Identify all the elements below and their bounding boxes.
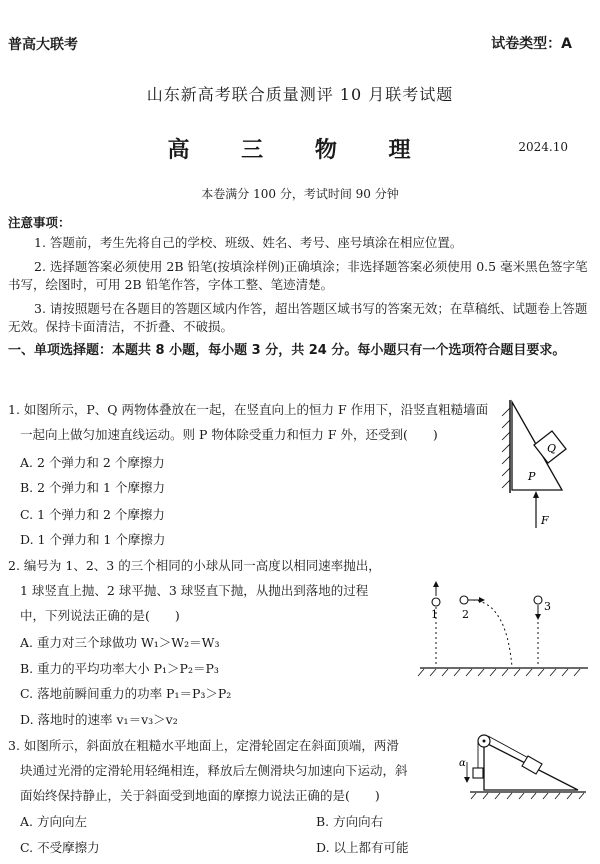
label-f: F xyxy=(541,514,549,527)
question-line: 3. 如图所示，斜面放在粗糙水平地面上，定滑轮固定在斜面顶端，两滑 xyxy=(8,738,399,753)
figure-1 xyxy=(488,398,588,533)
block-incline xyxy=(522,756,542,774)
note-item-1: 1. 答题前，考生先将自己的学校、班级、姓名、考号、座号填涂在相应位置。 xyxy=(34,235,463,250)
figure-3 xyxy=(459,728,592,802)
ball-2-arrow-head xyxy=(479,597,485,603)
question-line: 2. 编号为 1、2、3 的三个相同的小球从同一高度以相同速率抛出， xyxy=(8,558,381,573)
notes-heading: 注意事项： xyxy=(8,215,71,230)
option-d: D. 落地时的速率 v₁＝v₃＞v₂ xyxy=(20,712,178,727)
ball-3-label: 3 xyxy=(544,600,551,613)
accel-arrow-head xyxy=(464,777,470,783)
exam-type: 试卷类型：A xyxy=(491,36,572,52)
question-line: 一起向上做匀加速直线运动。则 P 物体除受重力和恒力 F 外，还受到( ) xyxy=(20,427,438,442)
question-line: 块通过光滑的定滑轮用轻绳相连，释放后左侧滑块匀加速向下运动，斜 xyxy=(20,763,408,778)
force-arrow-head xyxy=(533,491,539,498)
label-q: Q xyxy=(547,442,557,455)
exam-title: 山东新高考联合质量测评 10 月联考试题 xyxy=(146,85,454,104)
note-item-3: 3. 请按照题号在各题目的答题区域内作答，超出答题区域书写的答案无效；在草稿纸、试题卷上答题无效。保持卡面清洁，不折叠、不破损。 xyxy=(8,301,588,334)
subject-title: 高 三 物 理 xyxy=(167,138,433,163)
block-hanging xyxy=(473,768,483,778)
label-p: P xyxy=(528,470,536,483)
question-line: 1. 如图所示，P、Q 两物体叠放在一起，在竖直向上的恒力 F 作用下，沿竖直粗糙墙面 xyxy=(8,402,489,417)
option-c: C. 落地前瞬间重力的功率 P₁＝P₃＞P₂ xyxy=(20,686,232,701)
ball-3-arrow-head xyxy=(535,614,541,620)
ball-3 xyxy=(534,596,542,604)
ball-2-label: 2 xyxy=(462,608,469,621)
ground-hatching xyxy=(471,793,584,799)
question-line: 中，下列说法正确的是( ) xyxy=(20,608,180,623)
option-a: A. 方向向左 xyxy=(20,814,87,829)
ball-1-label: 1 xyxy=(431,608,438,621)
question-line: 面始终保持静止，关于斜面受到地面的摩擦力说法正确的是( ) xyxy=(20,788,380,803)
option-c: C. 不受摩擦力 xyxy=(20,840,100,855)
score-info: 本卷满分 100 分，考试时间 90 分钟 xyxy=(201,187,399,201)
option-d: D. 以上都有可能 xyxy=(316,840,409,855)
ground-hatching xyxy=(418,669,580,676)
note-item-2: 2. 选择题答案必须使用 2B 铅笔(按填涂样例)正确填涂；非选择题答案必须使用 0.5 毫米黑色签字笔书写，绘图时，可用 2B 铅笔作答，字体工整、笔迹清楚。 xyxy=(8,259,588,292)
wall-hatching xyxy=(502,408,510,488)
figure-2 xyxy=(418,580,590,685)
label-alpha: α xyxy=(459,758,466,769)
option-b: B. 2 个弹力和 1 个摩擦力 xyxy=(20,480,165,495)
option-a: A. 2 个弹力和 2 个摩擦力 xyxy=(20,455,165,470)
pulley-axle xyxy=(483,740,486,743)
section-heading: 一、单项选择题：本题共 8 小题，每小题 3 分，共 24 分。每小题只有一个选项符合题目要求。 xyxy=(8,343,566,358)
ball-2-path xyxy=(468,600,512,667)
ball-2 xyxy=(460,596,468,604)
question-line: 1 球竖直上抛、2 球平抛、3 球竖直下抛，从抛出到落地的过程 xyxy=(20,583,369,598)
exam-date: 2024.10 xyxy=(518,140,568,154)
option-c: C. 1 个弹力和 2 个摩擦力 xyxy=(20,507,165,522)
option-b: B. 方向向右 xyxy=(316,814,384,829)
option-d: D. 1 个弹力和 1 个摩擦力 xyxy=(20,532,166,547)
ball-1-arrow-head xyxy=(433,581,439,587)
ball-1 xyxy=(432,598,440,606)
option-a: A. 重力对三个球做功 W₁＞W₂＝W₃ xyxy=(20,635,220,650)
header-left: 普高大联考 xyxy=(8,37,78,53)
option-b: B. 重力的平均功率大小 P₁＞P₂＝P₃ xyxy=(20,661,219,676)
